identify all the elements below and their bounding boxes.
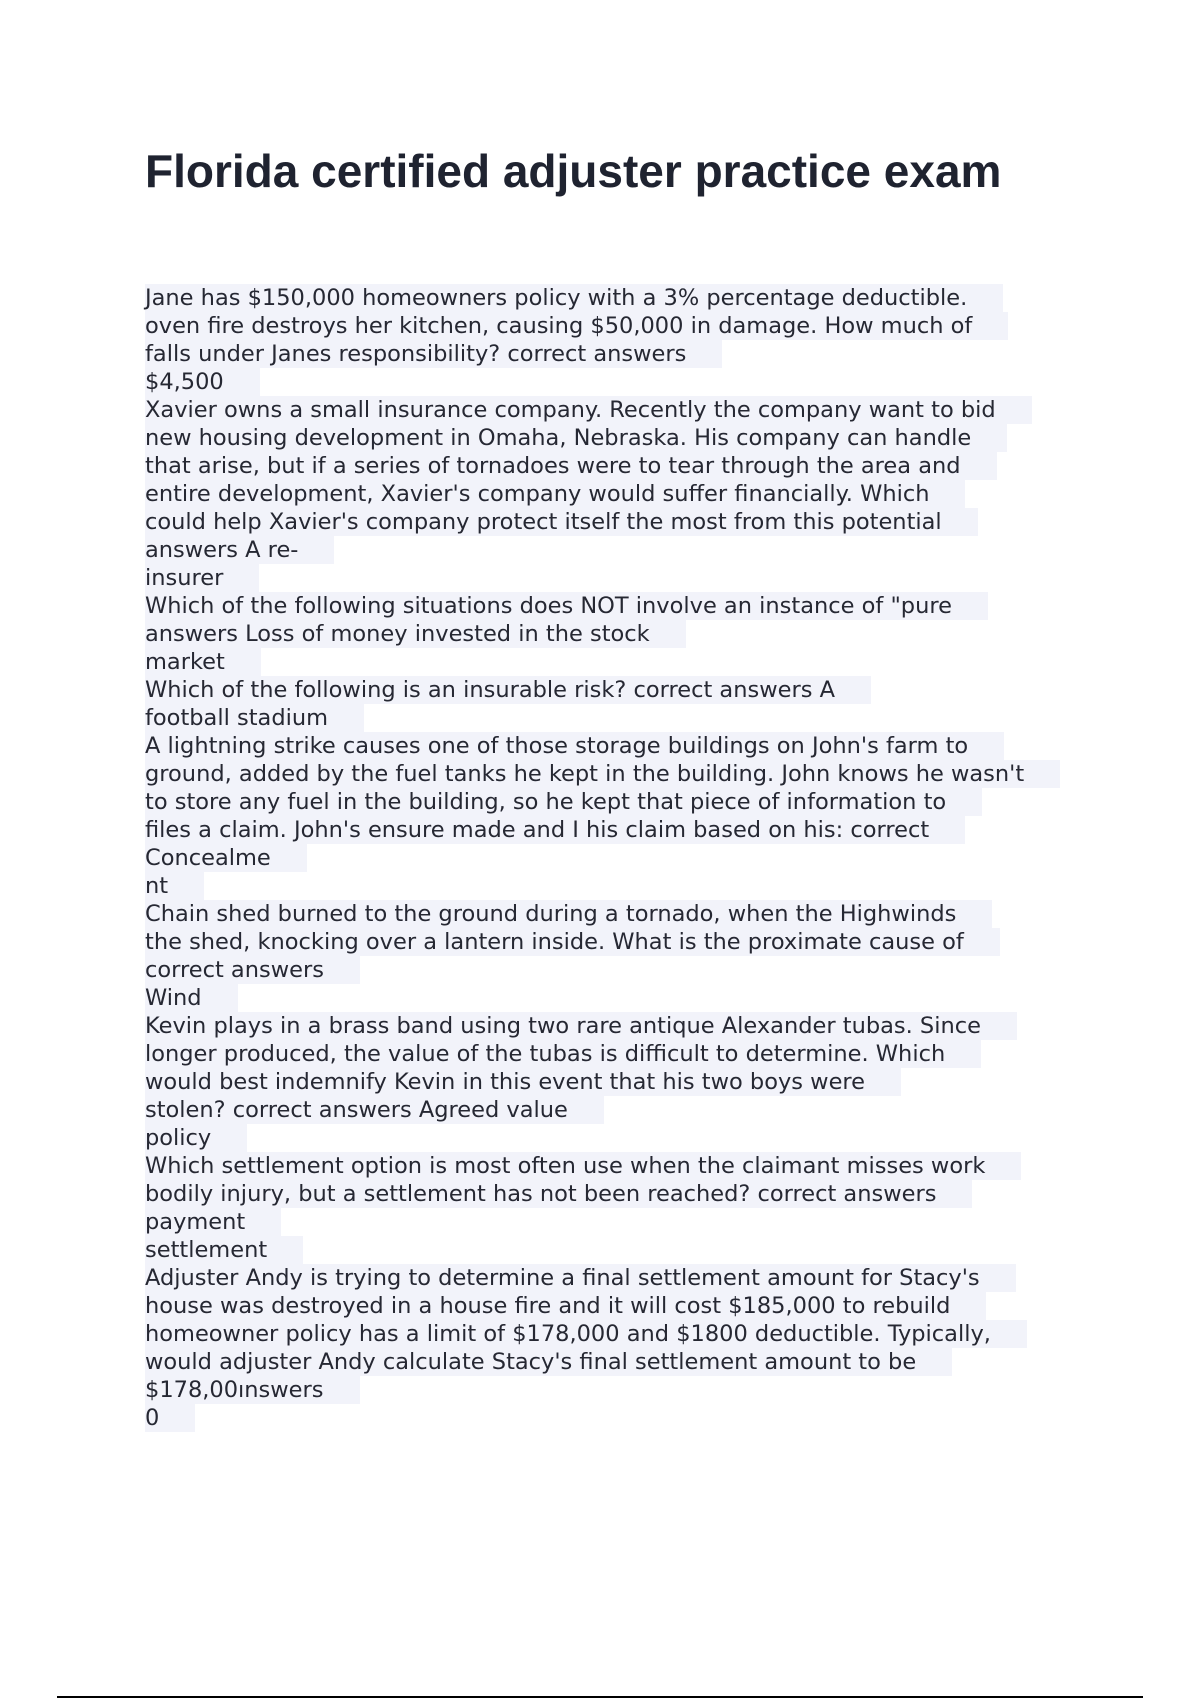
text-line: policy [145, 1124, 247, 1152]
text-line: Which settlement option is most often use when the claimant misses work [145, 1152, 1021, 1180]
text-line: nt [145, 872, 204, 900]
text-line: 0 [145, 1404, 195, 1432]
text-line: longer produced, the value of the tubas is difficult to determine. Which [145, 1040, 981, 1068]
document-body [145, 284, 1095, 1432]
text-line: oven fire destroys her kitchen, causing $50,000 in damage. How much of [145, 312, 1008, 340]
text-line: homeowner policy has a limit of $178,000 and $1800 deductible. Typically, [145, 1320, 1027, 1348]
text-line: answers A re- [145, 536, 334, 564]
text-line: new housing development in Omaha, Nebraska. His company can handle [145, 424, 1007, 452]
text-line: Wind [145, 984, 238, 1012]
text-line: market [145, 648, 261, 676]
text-line: to store any fuel in the building, so he kept that piece of information to [145, 788, 982, 816]
text-line: house was destroyed in a house fire and it will cost $185,000 to rebuild [145, 1292, 986, 1320]
footer-divider [57, 1696, 1143, 1698]
text-line: Kevin plays in a brass band using two rare antique Alexander tubas. Since [145, 1012, 1017, 1040]
text-line: football stadium [145, 704, 364, 732]
text-line: Chain shed burned to the ground during a tornado, when the Highwinds [145, 900, 992, 928]
text-line: bodily injury, but a settlement has not been reached? correct answers [145, 1180, 972, 1208]
text-line: Concealme [145, 844, 307, 872]
text-line: would adjuster Andy calculate Stacy's final settlement amount to be [145, 1348, 952, 1376]
document-title: Florida certified adjuster practice exam [145, 145, 1002, 197]
text-line: answers Loss of money invested in the stock [145, 620, 686, 648]
text-line: payment [145, 1208, 281, 1236]
text-line: correct answers [145, 956, 360, 984]
text-line: falls under Janes responsibility? correct answers [145, 340, 722, 368]
text-line: Jane has $150,000 homeowners policy with a 3% percentage deductible. [145, 284, 1003, 312]
text-line: insurer [145, 564, 259, 592]
text-line: Adjuster Andy is trying to determine a final settlement amount for Stacy's [145, 1264, 1016, 1292]
text-line: Which of the following situations does NOT involve an instance of "pure [145, 592, 988, 620]
text-line: stolen? correct answers Agreed value [145, 1096, 604, 1124]
text-line: Xavier owns a small insurance company. Recently the company want to bid [145, 396, 1032, 424]
text-line: Which of the following is an insurable risk? correct answers A [145, 676, 871, 704]
text-line: the shed, knocking over a lantern inside. What is the proximate cause of [145, 928, 1000, 956]
text-line: files a claim. John's ensure made and I his claim based on his: correct [145, 816, 965, 844]
text-line: could help Xavier's company protect itself the most from this potential [145, 508, 978, 536]
text-line: A lightning strike causes one of those storage buildings on John's farm to [145, 732, 1004, 760]
text-line: settlement [145, 1236, 303, 1264]
text-line: would best indemnify Kevin in this event that his two boys were [145, 1068, 901, 1096]
text-line: that arise, but if a series of tornadoes were to tear through the area and [145, 452, 997, 480]
text-line: $4,500 [145, 368, 260, 396]
text-line: $178,00ınswers [145, 1376, 360, 1404]
text-line: ground, added by the fuel tanks he kept in the building. John knows he wasn't [145, 760, 1060, 788]
text-line: entire development, Xavier's company would suffer financially. Which [145, 480, 965, 508]
